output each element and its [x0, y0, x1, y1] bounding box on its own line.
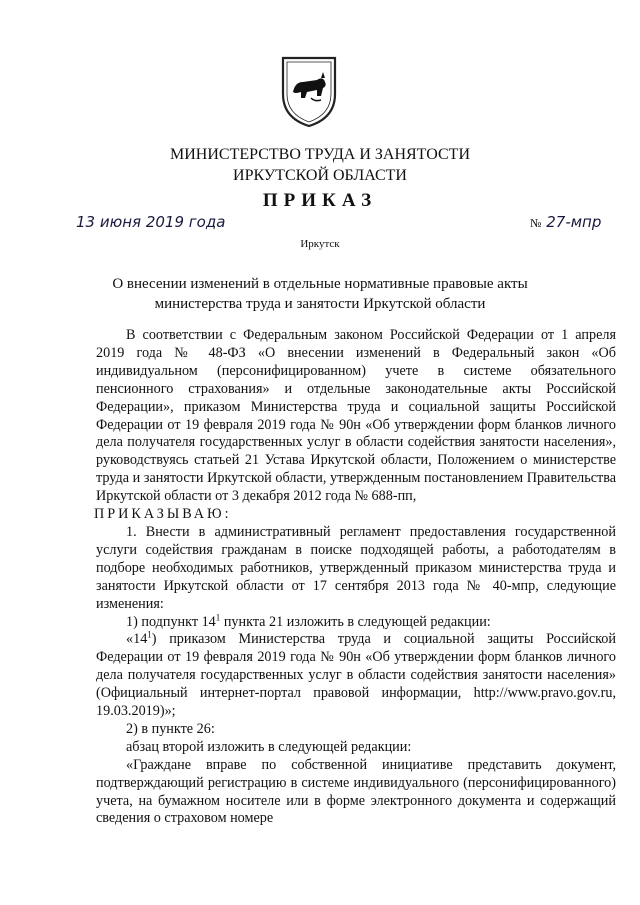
- subject-line-2: министерства труда и занятости Иркутской области: [154, 296, 486, 312]
- subitem-1-start: 1) подпункт 14: [126, 613, 216, 630]
- quote-1-start: «14: [126, 631, 148, 648]
- handwritten-number: 27-мпр: [546, 213, 602, 231]
- subject-line-1: О внесении изменений в отдельные нормативные правовые акты: [112, 276, 528, 292]
- document-subject: [0, 274, 640, 314]
- subitem-2-text: абзац второй изложить в следующей редакции:: [126, 738, 412, 755]
- subitem-1-superscript: 1: [215, 611, 221, 622]
- quote-1-superscript: 1: [147, 629, 152, 640]
- ministry-line-2: ИРКУТСКОЙ ОБЛАСТИ: [233, 167, 407, 184]
- quote-2-paragraph: «Граждане вправе по собственной инициативе представить документ, подтверждающий регистрацию в системе индивидуального (персонифицированного) учета, на бумажном носителе или в форме электронного документа и содержащий сведения о страховом номере: [96, 756, 616, 827]
- subitem-1-end: пункта 21 изложить в следующей редакции:: [220, 613, 491, 630]
- document-type-title: ПРИКАЗ: [262, 190, 378, 211]
- number-sign: №: [530, 216, 542, 230]
- city-name: Иркутск: [300, 238, 340, 250]
- ministry-line-1: МИНИСТЕРСТВО ТРУДА И ЗАНЯТОСТИ: [170, 146, 470, 163]
- preamble-paragraph: В соответствии с Федеральным законом Российской Федерации от 1 апреля 2019 года № 48-ФЗ «О внесении изменений в Федеральный закон «Об индивидуальном (персонифицированном) учете в системе обязательного пенсионного страхования» и отдельные законодательные акты Российской Федерации», приказом Министерства труда и социальной защиты Российской Федерации от 19 февраля 2019 года № 90н «Об утверждении форм бланков личного дела получателя государственных услуг в области содействия занятости населения», руководствуясь статьей 21 Устава Иркутской области, Положением о министерстве труда и занятости Иркутской области, утвержденным постановлением Правительства Иркутской области от 3 декабря 2012 года № 688-пп,: [96, 327, 616, 505]
- item-1-paragraph: 1. Внести в административный регламент предоставления государственной услуги содействия гражданам в поиске подходящей работы, а работодателям в подборе необходимых работников, утвержденный приказом министерства труда и занятости Иркутской области от 17 сентября 2013 года № 40-мпр, следующие изменения:: [96, 523, 616, 612]
- quote-1-paragraph: [96, 631, 616, 721]
- subitem-1: [96, 611, 616, 632]
- handwritten-date: 13 июня 2019 года: [76, 213, 226, 231]
- quote-1-end: ) приказом Министерства труда и социальной защиты Российской Федерации от 19 февраля 2019 года № 90н «Об утверждении форм бланков личного дела получателя государственных услуг в области содействия занятости населения» (Официальный интернет-портал правовой информации, http://www.pravo.gov.ru, 19.03.2019)»;: [96, 631, 616, 720]
- document-body: [96, 327, 616, 828]
- subitem-2: 2) в пункте 26:: [126, 720, 215, 737]
- order-number: [530, 213, 601, 231]
- ministry-name: [0, 144, 640, 186]
- order-word: ПРИКАЗЫВАЮ:: [94, 506, 232, 523]
- coat-of-arms-emblem: [277, 52, 341, 130]
